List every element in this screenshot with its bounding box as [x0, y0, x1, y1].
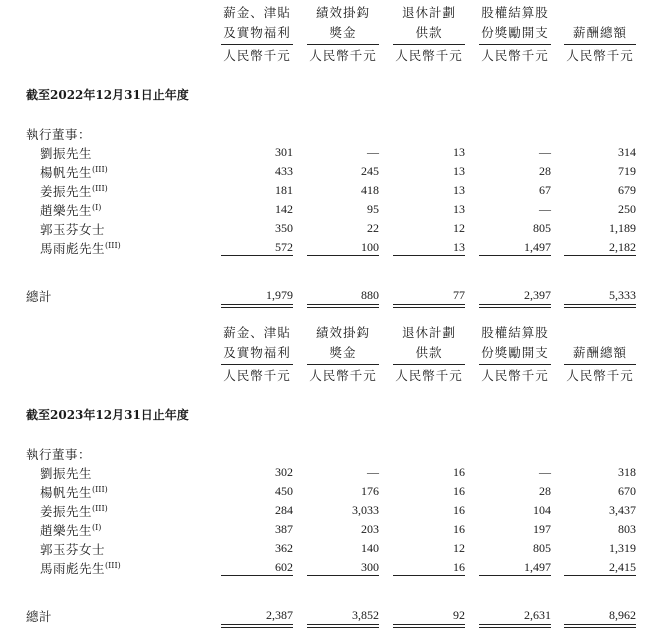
total-double-rule-bottom [393, 307, 465, 308]
column-header-line2: 獎金 [329, 345, 357, 360]
total-double-rule-bottom [221, 307, 293, 308]
total-double-rule-top [564, 624, 636, 625]
subtotal-rule [221, 255, 293, 256]
cell-value: — [539, 465, 551, 479]
total-value: 92 [453, 608, 465, 622]
column-header-line1: 股權結算股 [481, 325, 549, 340]
subtotal-rule [479, 255, 551, 256]
column-unit: 人民幣千元 [566, 48, 634, 63]
cell-value: 433 [275, 164, 293, 178]
header-underline [564, 44, 636, 45]
footnote-marker: (III) [105, 241, 121, 250]
column-header-line2: 份獎勵開支 [481, 345, 549, 360]
header-underline [393, 44, 465, 45]
total-double-rule-bottom [564, 307, 636, 308]
total-value: 5,333 [609, 288, 636, 302]
cell-value: 203 [361, 522, 379, 536]
director-name: 姜振先生$^{(III)}$ [40, 504, 108, 519]
footnote-marker: (III) [92, 165, 108, 174]
cell-value: 301 [275, 145, 293, 159]
total-value: 2,631 [524, 608, 551, 622]
director-name: 馬雨彪先生$^{(III)}$ [40, 561, 121, 576]
column-header-line2: 薪酬總額 [572, 25, 627, 40]
column-unit: 人民幣千元 [481, 368, 549, 383]
total-label: 總計 [26, 289, 53, 304]
cell-value: 12 [453, 221, 465, 235]
total-double-rule-bottom [479, 307, 551, 308]
cell-value: 1,497 [524, 240, 551, 254]
cell-value: 350 [275, 221, 293, 235]
total-double-rule-top [564, 304, 636, 305]
total-value: 880 [361, 288, 379, 302]
column-header-line1: 股權結算股 [481, 5, 549, 20]
column-header-line2: 供款 [415, 25, 443, 40]
cell-value: 28 [539, 484, 551, 498]
director-name: 郭玉芬女士 [40, 222, 106, 237]
cell-value: 95 [367, 202, 379, 216]
cell-value: 104 [533, 503, 551, 517]
group-label: 執行董事： [26, 127, 92, 142]
cell-value: 176 [361, 484, 379, 498]
cell-value: 3,437 [609, 503, 636, 517]
cell-value: 805 [533, 541, 551, 555]
total-double-rule-top [393, 304, 465, 305]
total-double-rule-top [479, 624, 551, 625]
subtotal-rule [307, 575, 379, 576]
cell-value: 719 [618, 164, 636, 178]
subtotal-rule [564, 255, 636, 256]
cell-value: 12 [453, 541, 465, 555]
cell-value: 1,189 [609, 221, 636, 235]
total-double-rule-top [307, 304, 379, 305]
subtotal-rule [221, 575, 293, 576]
total-double-rule-top [221, 304, 293, 305]
total-double-rule-bottom [307, 307, 379, 308]
column-unit: 人民幣千元 [566, 368, 634, 383]
cell-value: 16 [453, 465, 465, 479]
cell-value: 142 [275, 202, 293, 216]
period-heading: 截至2022年12月31日止年度 [26, 88, 189, 102]
column-header-line2: 及實物福利 [223, 345, 291, 360]
cell-value: 1,497 [524, 560, 551, 574]
cell-value: 2,415 [609, 560, 636, 574]
header-underline [221, 364, 293, 365]
cell-value: 13 [453, 240, 465, 254]
footnote-marker: (I) [92, 203, 102, 212]
cell-value: 250 [618, 202, 636, 216]
cell-value: 16 [453, 522, 465, 536]
cell-value: 140 [361, 541, 379, 555]
cell-value: 16 [453, 503, 465, 517]
cell-value: 67 [539, 183, 551, 197]
cell-value: 16 [453, 560, 465, 574]
column-header-line2: 及實物福利 [223, 25, 291, 40]
column-unit: 人民幣千元 [395, 368, 463, 383]
cell-value: 679 [618, 183, 636, 197]
total-value: 8,962 [609, 608, 636, 622]
cell-value: — [539, 145, 551, 159]
cell-value: — [367, 465, 379, 479]
total-double-rule-top [393, 624, 465, 625]
cell-value: 1,319 [609, 541, 636, 555]
cell-value: 13 [453, 202, 465, 216]
column-header-line2: 薪酬總額 [572, 345, 627, 360]
cell-value: 245 [361, 164, 379, 178]
cell-value: 197 [533, 522, 551, 536]
total-value: 2,387 [266, 608, 293, 622]
total-value: 1,979 [266, 288, 293, 302]
footnote-marker: (I) [92, 523, 102, 532]
cell-value: 302 [275, 465, 293, 479]
column-header-line1: 績效掛鈎 [315, 325, 370, 340]
cell-value: — [539, 202, 551, 216]
cell-value: 13 [453, 164, 465, 178]
column-header-line1: 薪金、津貼 [223, 325, 291, 340]
total-double-rule-top [221, 624, 293, 625]
total-double-rule-top [307, 624, 379, 625]
column-unit: 人民幣千元 [309, 368, 377, 383]
header-underline [221, 44, 293, 45]
header-underline [307, 44, 379, 45]
column-unit: 人民幣千元 [395, 48, 463, 63]
cell-value: 314 [618, 145, 636, 159]
director-name: 郭玉芬女士 [40, 542, 106, 557]
subtotal-rule [393, 255, 465, 256]
cell-value: 100 [361, 240, 379, 254]
column-header-line1: 薪金、津貼 [223, 5, 291, 20]
cell-value: 418 [361, 183, 379, 197]
cell-value: 22 [367, 221, 379, 235]
director-name: 楊帆先生$^{(III)}$ [40, 485, 108, 500]
cell-value: 181 [275, 183, 293, 197]
column-header-line1: 退休計劃 [401, 5, 456, 20]
cell-value: 318 [618, 465, 636, 479]
cell-value: 572 [275, 240, 293, 254]
director-name: 劉振先生 [40, 466, 93, 481]
total-label: 總計 [26, 609, 53, 624]
cell-value: 803 [618, 522, 636, 536]
header-underline [564, 364, 636, 365]
group-label: 執行董事： [26, 447, 92, 462]
column-unit: 人民幣千元 [223, 48, 291, 63]
cell-value: 362 [275, 541, 293, 555]
cell-value: 3,033 [352, 503, 379, 517]
cell-value: 284 [275, 503, 293, 517]
cell-value: 13 [453, 183, 465, 197]
column-header-line2: 獎金 [329, 25, 357, 40]
footnote-marker: (III) [105, 561, 121, 570]
cell-value: 602 [275, 560, 293, 574]
director-name: 趙樂先生$^{(I)}$ [40, 203, 102, 218]
header-underline [393, 364, 465, 365]
director-name: 劉振先生 [40, 146, 93, 161]
cell-value: 670 [618, 484, 636, 498]
header-underline [479, 364, 551, 365]
total-value: 77 [453, 288, 465, 302]
period-heading: 截至2023年12月31日止年度 [26, 408, 189, 422]
footnote-marker: (III) [92, 504, 108, 513]
subtotal-rule [479, 575, 551, 576]
director-name: 姜振先生$^{(III)}$ [40, 184, 108, 199]
total-double-rule-top [479, 304, 551, 305]
subtotal-rule [307, 255, 379, 256]
cell-value: 450 [275, 484, 293, 498]
footnote-marker: (III) [92, 184, 108, 193]
cell-value: 13 [453, 145, 465, 159]
column-header-line1: 績效掛鈎 [315, 5, 370, 20]
header-underline [307, 364, 379, 365]
column-header-line2: 份獎勵開支 [481, 25, 549, 40]
cell-value: 805 [533, 221, 551, 235]
footnote-marker: (III) [92, 485, 108, 494]
cell-value: 2,182 [609, 240, 636, 254]
cell-value: 300 [361, 560, 379, 574]
cell-value: 387 [275, 522, 293, 536]
subtotal-rule [564, 575, 636, 576]
column-unit: 人民幣千元 [309, 48, 377, 63]
cell-value: 16 [453, 484, 465, 498]
column-header-line2: 供款 [415, 345, 443, 360]
column-unit: 人民幣千元 [481, 48, 549, 63]
column-header-line1: 退休計劃 [401, 325, 456, 340]
director-name: 趙樂先生$^{(I)}$ [40, 523, 102, 538]
total-value: 2,397 [524, 288, 551, 302]
director-name: 楊帆先生$^{(III)}$ [40, 165, 108, 180]
total-value: 3,852 [352, 608, 379, 622]
subtotal-rule [393, 575, 465, 576]
director-name: 馬雨彪先生$^{(III)}$ [40, 241, 121, 256]
cell-value: — [367, 145, 379, 159]
header-underline [479, 44, 551, 45]
cell-value: 28 [539, 164, 551, 178]
column-unit: 人民幣千元 [223, 368, 291, 383]
